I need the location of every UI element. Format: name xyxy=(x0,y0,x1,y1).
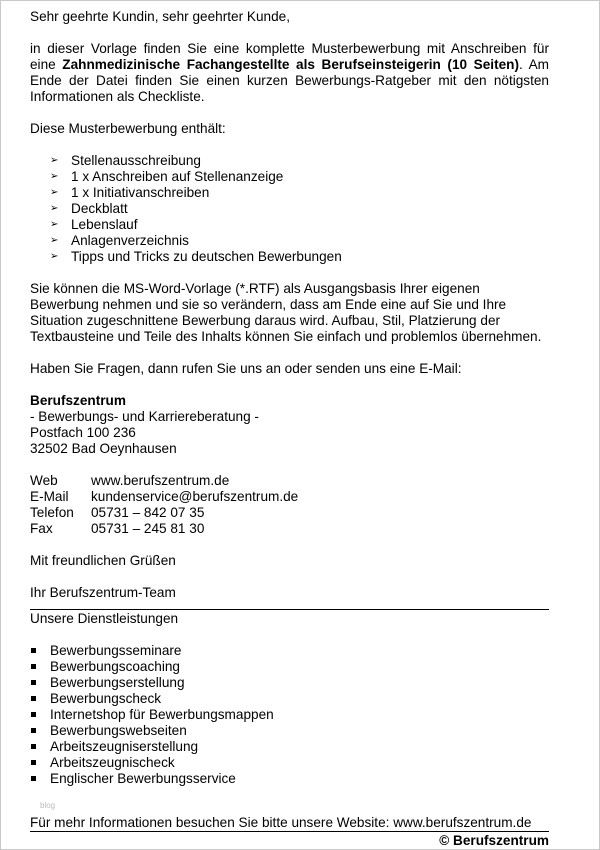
contact-web xyxy=(30,473,549,489)
intro-text-2: . Am Ende der Datei finden Sie einen kurzen Bewerbungs-Ratgeber mit den nötigsten Informationen als Checkliste. xyxy=(30,57,549,104)
services-list xyxy=(30,643,549,787)
contact-label: Fax xyxy=(30,521,53,536)
fax-number: 05731 – 245 81 30 xyxy=(91,521,205,536)
list-item: ➢ 1 x Anschreiben auf Stellenanzeige xyxy=(50,169,549,185)
list-item: Bewerbungscoaching xyxy=(30,659,549,675)
intro-bold-position: Zahnmedizinische Fachangestellte als Berufseinsteigerin (10 Seiten) xyxy=(62,57,519,72)
list-item: Bewerbungscheck xyxy=(30,691,549,707)
closing-greeting: Mit freundlichen Grüßen xyxy=(30,553,176,568)
list-item: ➢ Deckblatt xyxy=(50,201,549,217)
contact-phone xyxy=(30,505,549,521)
services-heading: Unsere Dienstleistungen xyxy=(30,611,179,626)
contact-label: E-Mail xyxy=(30,489,69,504)
contact-fax xyxy=(30,521,549,537)
contact-label: Web xyxy=(30,473,58,488)
divider xyxy=(30,609,549,610)
footer-divider xyxy=(30,831,549,832)
company-tagline: - Bewerbungs- und Karriereberatung - xyxy=(30,409,259,424)
contains-heading: Diese Musterbewerbung enthält: xyxy=(30,121,226,136)
letter-body xyxy=(30,9,549,787)
salutation: Sehr geehrte Kundin, sehr geehrter Kunde, xyxy=(30,9,290,24)
list-item: ➢ Lebenslauf xyxy=(50,217,549,233)
closing-signature: Ihr Berufszentrum-Team xyxy=(30,585,176,600)
list-item: Bewerbungsseminare xyxy=(30,643,549,659)
company-city: 32502 Bad Oeynhausen xyxy=(30,441,177,456)
questions-line: Haben Sie Fragen, dann rufen Sie uns an oder senden uns eine E-Mail: xyxy=(30,361,462,376)
contents-list xyxy=(30,153,549,265)
email-link[interactable]: kundenservice@berufszentrum.de xyxy=(91,489,299,504)
usage-paragraph: Sie können die MS-Word-Vorlage (*.RTF) als Ausgangsbasis Ihrer eigenen Bewerbung nehmen und sie so verändern, dass am Ende eine auf Sie und Ihre Situation zugeschnittene Bewerbung daraus wird. Aufbau, Stil, Platzierung der Textbausteine und Teile des Inhalts können Sie einfach und problemlos übernehmen. xyxy=(30,281,542,344)
copyright: © Berufszentrum xyxy=(439,833,549,848)
contact-label: Telefon xyxy=(30,505,74,520)
intro-text-1: in dieser Vorlage finden Sie eine komplette Musterbewerbung mit Anschreiben für eine xyxy=(30,41,549,72)
intro-paragraph xyxy=(30,41,549,105)
list-item: Internetshop für Bewerbungsmappen xyxy=(30,707,549,723)
list-item: ➢ 1 x Initiativanschreiben xyxy=(50,185,549,201)
list-item: ➢ Anlagenverzeichnis xyxy=(50,233,549,249)
company-postbox: Postfach 100 236 xyxy=(30,425,136,440)
list-item: ➢ Tipps und Tricks zu deutschen Bewerbungen xyxy=(50,249,549,265)
web-link[interactable]: www.berufszentrum.de xyxy=(91,473,230,488)
company-name: Berufszentrum xyxy=(30,393,126,408)
contact-email xyxy=(30,489,549,505)
phone-number: 05731 – 842 07 35 xyxy=(91,505,205,520)
website-info: Für mehr Informationen besuchen Sie bitte unsere Website: www.berufszentrum.de xyxy=(30,815,532,830)
list-item: Bewerbungserstellung xyxy=(30,675,549,691)
list-item: ➢ Stellenausschreibung xyxy=(50,153,549,169)
watermark: blog xyxy=(40,801,56,810)
list-item: Bewerbungswebseiten xyxy=(30,723,549,739)
list-item: Englischer Bewerbungsservice xyxy=(30,771,549,787)
list-item: Arbeitszeugnischeck xyxy=(30,755,549,771)
list-item: Arbeitszeugniserstellung xyxy=(30,739,549,755)
